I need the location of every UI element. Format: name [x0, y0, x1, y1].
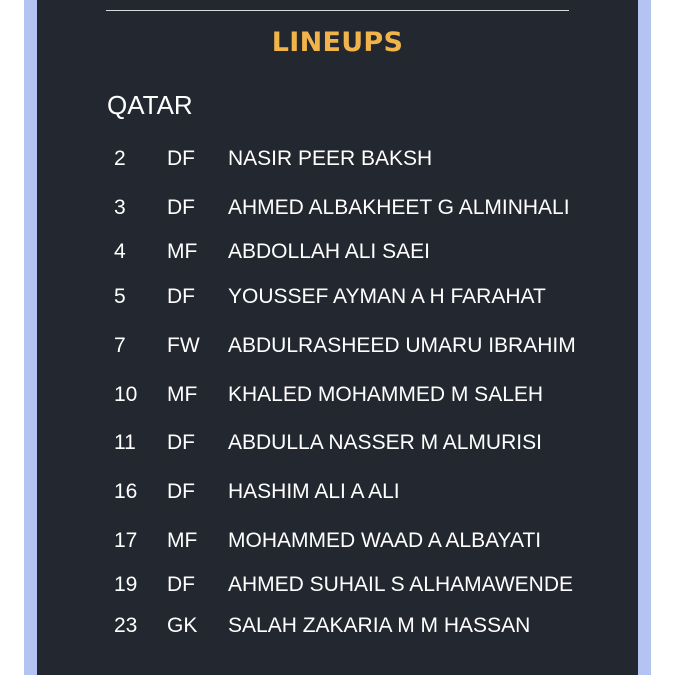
player-position: DF [167, 285, 195, 308]
player-name: KHALED MOHAMMED M SALEH [228, 383, 544, 406]
player-number: 16 [114, 480, 138, 503]
team-name: QATAR [107, 90, 193, 120]
player-name: NASIR PEER BAKSH [228, 147, 433, 170]
player-position: DF [167, 480, 195, 503]
section-title: LINEUPS [271, 27, 404, 58]
player-number: 2 [114, 147, 126, 170]
player-number: 17 [114, 529, 138, 552]
player-name: MOHAMMED WAAD A ALBAYATI [228, 529, 542, 552]
player-name: ABDOLLAH ALI SAEI [228, 240, 430, 263]
player-position: DF [167, 147, 195, 170]
player-number: 23 [114, 614, 138, 637]
player-name: ABDULRASHEED UMARU IBRAHIM [228, 334, 576, 357]
player-position: MF [167, 529, 198, 552]
player-position: DF [167, 196, 195, 219]
player-position: MF [167, 383, 198, 406]
player-number: 11 [114, 431, 136, 454]
section-divider [106, 10, 569, 11]
player-name: HASHIM ALI A ALI [228, 480, 400, 503]
player-number: 5 [114, 285, 126, 308]
player-name: YOUSSEF AYMAN A H FARAHAT [228, 285, 546, 308]
player-name: AHMED SUHAIL S ALHAMAWENDE [228, 573, 574, 596]
player-name: ABDULLA NASSER M ALMURISI [228, 431, 542, 454]
player-number: 10 [114, 383, 138, 406]
player-number: 7 [114, 334, 126, 357]
player-position: MF [167, 240, 198, 263]
player-name: AHMED ALBAKHEET G ALMINHALI [228, 196, 570, 219]
player-position: DF [167, 431, 195, 454]
player-number: 3 [114, 196, 126, 219]
player-number: 19 [114, 573, 138, 596]
player-name: SALAH ZAKARIA M M HASSAN [228, 614, 531, 637]
player-position: FW [167, 334, 200, 357]
player-number: 4 [114, 240, 126, 263]
player-position: GK [167, 614, 198, 637]
player-position: DF [167, 573, 195, 596]
